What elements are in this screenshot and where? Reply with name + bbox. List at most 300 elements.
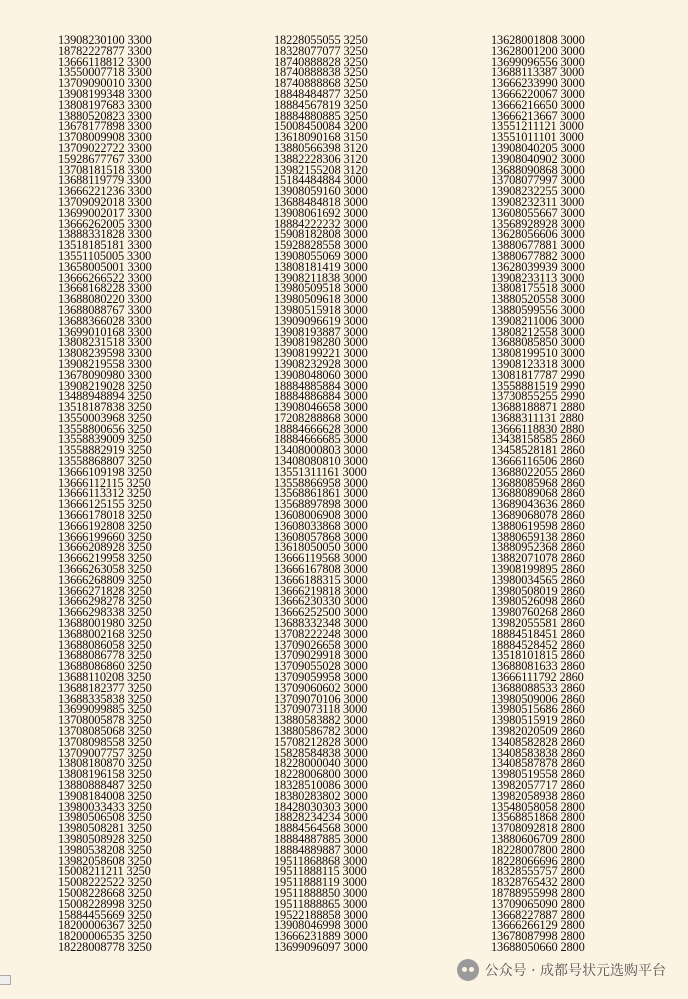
price: 3000 [342,875,367,890]
phone-number: 13408583838 [491,745,558,760]
phone-number: 19522188858 [274,907,341,922]
price: 3000 [343,918,368,933]
price: 2860 [560,680,585,695]
phone-number: 13980508281 [58,821,125,836]
phone-number: 13982155208 [274,162,341,177]
phone-number: 18848484877 [274,86,341,101]
price: 3000 [343,648,368,663]
phone-number: 13908040902 [491,151,558,166]
price: 3200 [343,119,368,134]
phone-number: 13908055069 [274,248,341,263]
price: 3250 [127,702,152,717]
phone-number: 13608033868 [274,518,341,533]
phone-number: 18884666628 [274,421,341,436]
price: 3000 [560,313,585,328]
price: 3000 [343,313,368,328]
phone-number: 15008211211 [58,864,124,879]
phone-number: 13666125155 [58,497,125,512]
price: 3000 [343,551,368,566]
price: 3000 [560,184,585,199]
phone-number: 13880586782 [274,724,341,738]
phone-number: 13808196158 [58,767,125,782]
price: 2990 [560,378,585,393]
price: 3300 [127,173,152,188]
phone-number: 13408582828 [491,734,558,749]
price: 3250 [127,421,152,436]
price: 3000 [343,270,368,285]
price: 3000 [560,205,585,220]
phone-number: 13709073118 [274,702,341,717]
phone-number: 13908230100 [58,33,125,47]
phone-number: 13666231889 [274,929,341,944]
price: 3000 [343,885,368,900]
phone-number: 13666167808 [274,562,341,577]
price: 3000 [560,140,585,155]
phone-number: 13808231518 [58,335,125,350]
price: 2860 [559,670,584,685]
phone-number: 13518187838 [58,400,125,415]
price: 2800 [560,799,585,814]
phone-number: 13666268809 [58,572,125,587]
phone-number: 13708005878 [58,713,125,728]
price: 2800 [560,885,585,900]
price: 2860 [560,432,585,447]
phone-number: 18228066696 [491,853,558,868]
phone-number: 18828234234 [274,810,341,825]
price: 2800 [560,821,585,836]
price: 3250 [127,659,152,674]
phone-number: 13628056606 [491,227,558,242]
phone-number: 13908046998 [274,918,341,933]
price: 3000 [343,529,368,544]
price: 3000 [343,410,368,425]
price: 2860 [560,724,585,738]
price: 3250 [126,475,151,490]
price: 3000 [343,659,368,674]
phone-number: 13980509518 [274,281,341,296]
price: 3250 [343,33,368,47]
price: 2860 [560,767,585,782]
phone-number: 13908198280 [274,335,341,350]
phone-number: 13908232311 [491,194,558,209]
price: 3000 [560,227,585,242]
phone-number: 13688366028 [58,313,125,328]
price: 3250 [127,605,152,620]
price: 3300 [127,292,152,307]
phone-number: 13608057868 [274,529,341,544]
price: 3250 [127,551,152,566]
price: 3250 [126,864,151,879]
phone-number: 13688332348 [274,616,341,631]
phone-number: 15008228668 [58,885,125,900]
price: 3000 [343,767,368,782]
price: 3000 [560,335,585,350]
phone-number: 13880659138 [491,529,558,544]
price: 3000 [560,292,585,307]
price: 3000 [343,184,368,199]
phone-number: 13666220067 [491,86,558,101]
price: 3000 [560,33,585,47]
phone-number: 13688086778 [58,648,125,663]
price: 3250 [127,389,152,404]
price: 3300 [127,108,152,123]
phone-number: 15708212828 [274,734,341,749]
price: 3300 [127,65,152,80]
phone-number: 13688002168 [58,626,125,641]
number-column-3 [491,35,688,953]
phone-number: 18740888838 [274,65,341,80]
phone-number: 13880583882 [274,713,341,728]
price: 3000 [343,810,368,825]
phone-number: 13550003968 [58,410,125,425]
phone-number: 13568928928 [491,216,558,231]
phone-number: 13709007757 [58,745,125,760]
phone-number: 18884222232 [274,216,341,231]
phone-number: 13708092818 [491,821,558,836]
price: 3250 [127,583,152,598]
price: 3150 [343,130,368,145]
price: 3000 [560,194,585,209]
price: 3000 [343,259,368,274]
price: 3250 [127,378,152,393]
price: 3000 [343,378,368,393]
phone-number: 13678087998 [491,929,558,944]
phone-number: 13908061692 [274,205,341,220]
phone-number: 18228006800 [274,767,341,782]
phone-number: 18740888828 [274,54,341,69]
phone-number: 13688086058 [58,637,125,652]
phone-number: 13980034565 [491,572,558,587]
phone-number: 13618050050 [274,540,341,555]
phone-number: 18884887885 [274,831,341,846]
price: 2860 [560,475,585,490]
phone-number: 18328510086 [274,777,341,792]
price: 3000 [343,238,368,253]
number-column-1 [58,35,258,953]
wechat-icon [457,959,479,981]
price: 2800 [560,939,585,954]
list-item [491,939,688,954]
price: 3250 [343,108,368,123]
price: 2990 [560,367,585,382]
price: 2860 [560,551,585,566]
price: 3300 [127,119,152,134]
phone-number: 13699010168 [58,324,125,339]
price: 3250 [127,788,152,803]
price: 2800 [560,896,585,911]
phone-number: 18228008778 [58,939,125,954]
phone-number: 13688085968 [491,475,558,490]
price: 2880 [560,400,585,415]
price: 3000 [343,637,368,652]
list-item [274,939,474,954]
phone-number: 13688311131 [491,410,557,425]
phone-number: 13688089068 [491,486,558,501]
price: 3250 [127,745,152,760]
price: 2860 [560,529,585,544]
phone-number: 18228000040 [274,756,341,771]
phone-number: 13688113387 [491,65,558,80]
phone-number: 18884564568 [274,821,341,836]
phone-number: 13708085068 [58,724,125,738]
price: 3000 [343,173,368,188]
phone-number: 13458528181 [491,443,558,458]
price: 3250 [127,875,152,890]
phone-number: 13908184008 [58,788,125,803]
price: 3000 [560,43,585,58]
price: 3000 [343,734,368,749]
phone-number: 13548058058 [491,799,558,814]
price: 3000 [343,227,368,242]
price: 3000 [560,216,585,231]
price: 3250 [343,54,368,69]
phone-number: 15928828558 [274,238,341,253]
phone-number: 13666116506 [491,454,558,469]
phone-number: 13980509618 [274,292,341,307]
price: 3250 [127,680,152,695]
phone-number: 13808239598 [58,346,125,361]
price: 3250 [127,821,152,836]
phone-number: 13980509006 [491,691,558,706]
phone-number: 13666113312 [58,486,125,501]
price: 3300 [127,140,152,155]
phone-number: 13908232928 [274,356,341,371]
price: 3000 [559,119,584,134]
phone-number: 13980506508 [58,810,125,825]
price: 3000 [343,756,368,771]
phone-number: 13666199660 [58,529,125,544]
phone-number: 13568897898 [274,497,341,512]
phone-number: 13980538208 [58,842,125,857]
price: 3000 [343,194,368,209]
price: 3250 [127,648,152,663]
phone-number: 13980508928 [58,831,125,846]
phone-number: 18884885884 [274,378,341,393]
price: 3250 [127,713,152,728]
phone-number: 19511868868 [274,853,341,868]
phone-number: 13666262005 [58,216,125,231]
phone-number: 13688081633 [491,659,558,674]
price: 3000 [343,432,368,447]
price: 3300 [127,76,152,91]
price: 2800 [560,929,585,944]
phone-number: 13699099885 [58,702,125,717]
price: 3300 [127,151,152,166]
price: 2880 [559,410,584,425]
price: 3000 [343,939,368,954]
phone-number: 13666233990 [491,76,558,91]
phone-number: 13668227887 [491,907,558,922]
phone-number: 13666266522 [58,270,125,285]
phone-number: 13880677881 [491,238,558,253]
phone-number: 13908123318 [491,356,558,371]
price: 2860 [560,486,585,501]
price: 3000 [343,853,368,868]
phone-number: 13699096556 [491,54,558,69]
phone-number: 13688080220 [58,292,125,307]
phone-number: 18228007800 [491,842,558,857]
phone-number: 18788955998 [491,885,558,900]
phone-number: 13688119779 [58,173,125,188]
phone-number: 13666263058 [58,562,125,577]
phone-number: 13558868807 [58,454,125,469]
price: 3250 [343,65,368,80]
phone-number: 15008222522 [58,875,125,890]
price: 3250 [127,486,152,501]
phone-number: 18328077077 [274,43,341,58]
phone-number: 13908059160 [274,184,341,199]
phone-number: 13688050660 [491,939,558,954]
phone-number: 13982020509 [491,724,558,738]
phone-number: 15184484884 [274,173,341,188]
phone-number: 13908211838 [274,270,341,285]
phone-number: 13518101815 [491,648,558,663]
phone-number: 13551211121 [491,119,557,134]
price: 2860 [560,572,585,587]
price: 3000 [343,680,368,695]
price: 3250 [127,670,152,685]
price: 3250 [127,939,152,954]
price: 3250 [127,454,152,469]
price: 3250 [127,756,152,771]
price: 3300 [127,324,152,339]
price: 3000 [560,270,585,285]
phone-number: 13408587878 [491,756,558,771]
price: 3300 [127,97,152,112]
price: 3120 [343,140,368,155]
price: 3000 [343,842,368,857]
phone-number: 18228055055 [274,33,341,47]
price: 3000 [343,745,368,760]
phone-number: 19511888119 [274,875,340,890]
price: 2860 [560,518,585,533]
price: 2800 [560,810,585,825]
price: 3000 [343,486,368,501]
phone-number: 13908199348 [58,86,125,101]
phone-number: 13808212558 [491,324,558,339]
price: 3000 [343,670,368,685]
price: 3250 [343,97,368,112]
phone-number: 18884518451 [491,626,558,641]
phone-number: 18884886884 [274,389,341,404]
price: 2860 [560,540,585,555]
price: 3000 [343,508,368,523]
price: 2800 [560,853,585,868]
price: 3300 [127,162,152,177]
phone-number: 13666208928 [58,540,125,555]
price: 3000 [343,572,368,587]
price: 3250 [127,691,152,706]
phone-number: 18200006367 [58,918,125,933]
price: 3250 [127,432,152,447]
price: 3250 [127,777,152,792]
price: 3120 [343,162,368,177]
price: 3000 [343,691,368,706]
price: 3250 [127,464,152,479]
phone-number: 13666216650 [491,97,558,112]
phone-number: 13666219958 [58,551,125,566]
phone-number: 13558881519 [491,378,558,393]
phone-number: 13688088533 [491,680,558,695]
price: 2860 [560,659,585,674]
price: 3250 [127,508,152,523]
price: 3000 [560,65,585,80]
phone-number: 17208288868 [274,410,341,425]
phone-number: 18884528452 [491,637,558,652]
phone-number: 13908233113 [491,270,558,285]
phone-number: 13666271828 [58,583,125,598]
phone-number: 13808181419 [274,259,341,274]
price: 3000 [343,389,368,404]
price: 2860 [560,464,585,479]
price: 3300 [127,33,152,47]
phone-number: 19511888865 [274,896,341,911]
price: 3250 [127,842,152,857]
phone-number: 15828584838 [274,745,341,760]
phone-number: 13709065090 [491,896,558,911]
price: 3000 [343,497,368,512]
price: 3300 [127,302,152,317]
price: 3000 [343,724,368,738]
price: 2860 [560,583,585,598]
phone-number: 13666111792 [491,670,557,685]
phone-number: 19511888850 [274,885,341,900]
phone-number: 13678090980 [58,367,125,382]
phone-number: 13688182377 [58,680,125,695]
price: 3300 [127,184,152,199]
phone-number: 13666178018 [58,508,125,523]
price: 3000 [343,475,368,490]
phone-number: 13699002017 [58,205,125,220]
phone-number: 13980760268 [491,605,558,620]
price: 3000 [343,594,368,609]
price: 2860 [560,508,585,523]
price: 3250 [127,734,152,749]
list-item [58,939,258,954]
price: 3300 [127,356,152,371]
phone-number: 13808175518 [491,281,558,296]
price: 3300 [127,238,152,253]
phone-number: 13699096097 [274,939,341,954]
price: 3300 [127,54,152,69]
phone-number: 13618090168 [274,130,341,145]
price: 3000 [559,130,584,145]
phone-number: 13488948894 [58,389,125,404]
phone-number: 13709026658 [274,637,341,652]
phone-number: 13628001808 [491,33,558,47]
phone-number: 13666266129 [491,918,558,933]
phone-number: 13908199221 [274,346,341,361]
phone-number: 18428030303 [274,799,341,814]
price: 3000 [343,518,368,533]
phone-number: 13568861861 [274,486,341,501]
price: 2860 [560,745,585,760]
phone-number: 13708222248 [274,626,341,641]
price: 3250 [127,918,152,933]
price: 3000 [343,292,368,307]
price: 3250 [127,540,152,555]
price: 3000 [343,367,368,382]
phone-number: 13666188315 [274,572,341,587]
phone-number: 13709092018 [58,194,125,209]
price: 2860 [560,734,585,749]
phone-number: 13709059958 [274,670,341,685]
phone-number: 13980519558 [491,767,558,782]
price: 3250 [127,410,152,425]
price: 2860 [560,616,585,631]
phone-number: 19511888115 [274,864,340,879]
phone-number: 13708009908 [58,130,125,145]
